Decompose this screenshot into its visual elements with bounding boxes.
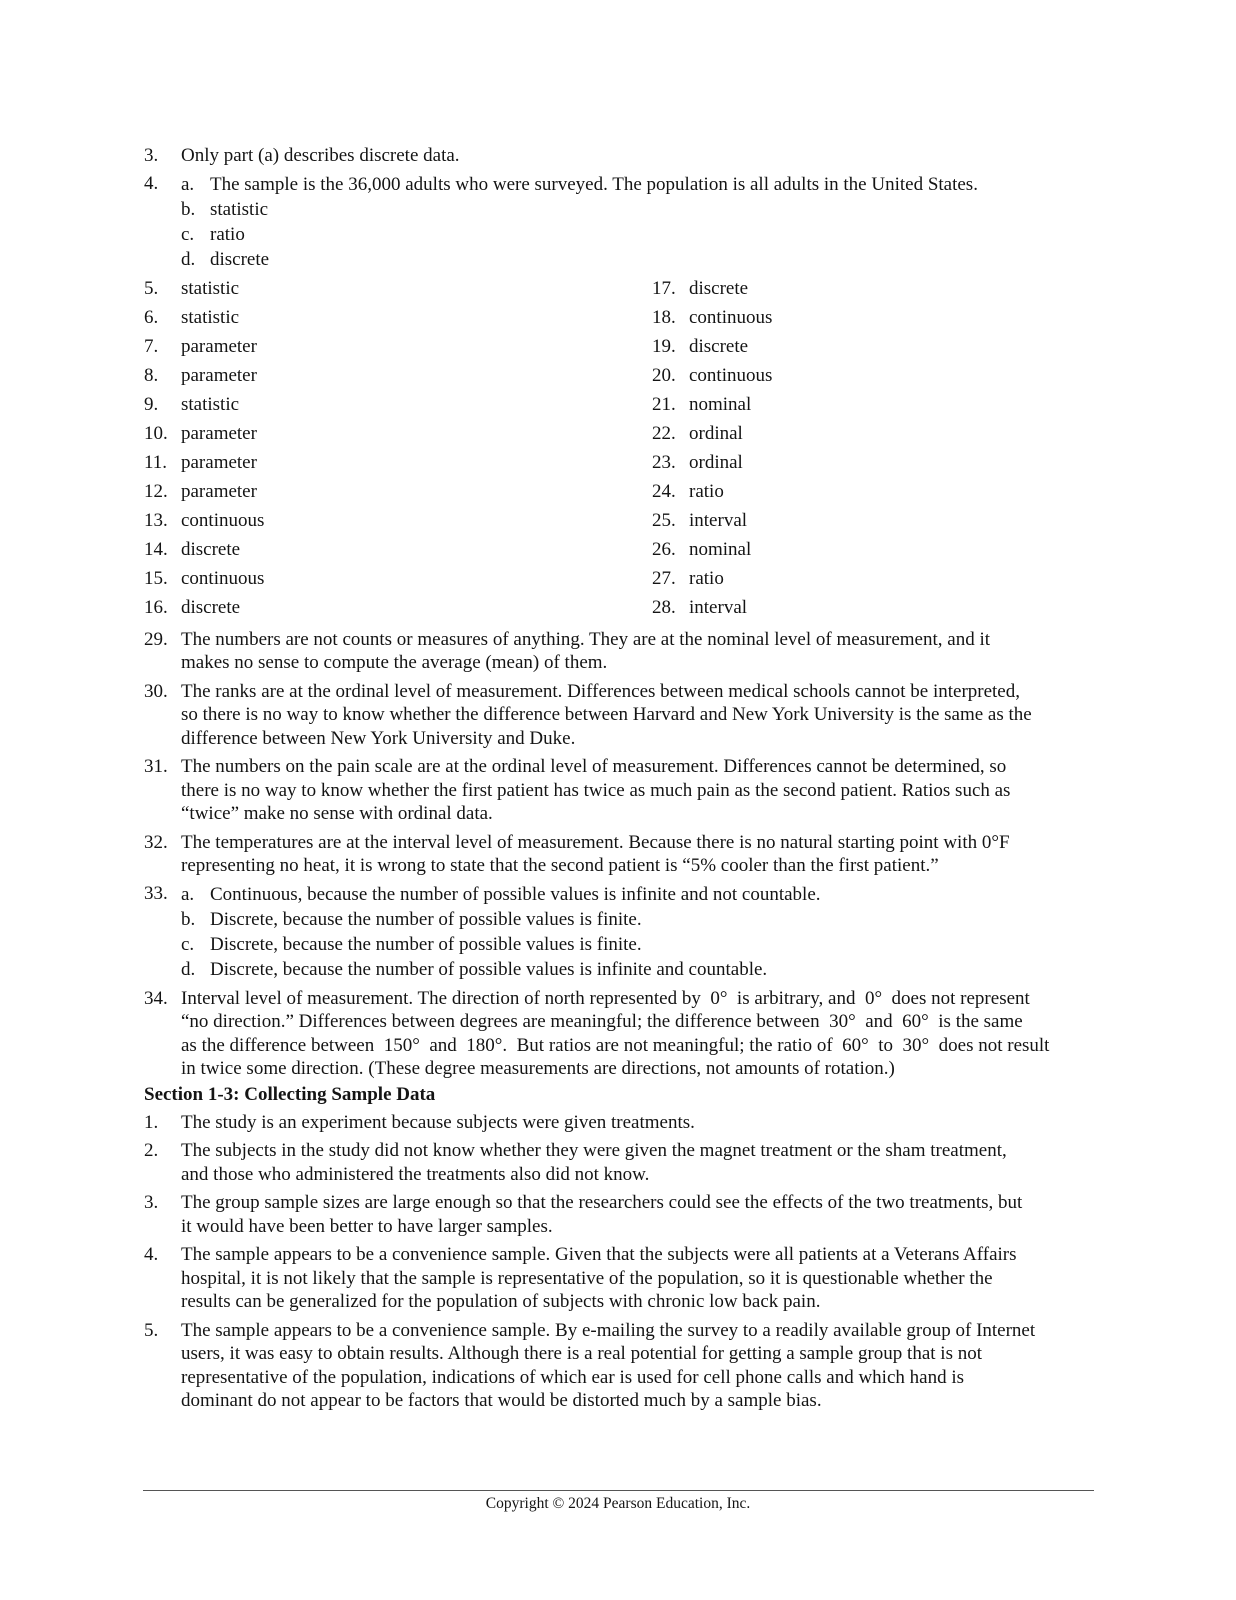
item-number: 29. [144, 628, 168, 650]
item-number: 11. [144, 452, 168, 473]
copyright-footer: Copyright © 2024 Pearson Education, Inc. [485, 1495, 751, 1512]
list-item [144, 594, 652, 623]
text-line: it would have been better to have larger samples. [181, 1215, 553, 1237]
list-item [652, 304, 1092, 333]
text-line: The numbers are not counts or measures of anything. They are at the nominal level of measurement, and it [181, 628, 991, 650]
item-text [181, 987, 1094, 1081]
list-item [144, 362, 652, 391]
item-number: 3. [144, 145, 159, 166]
text-line: users, it was easy to obtain results. Although there is a real potential for getting a sample group that is not [181, 1343, 982, 1364]
item-number: 4. [144, 172, 159, 194]
subpart [181, 932, 1094, 957]
text-line: “no direction.” Differences between degrees are meaningful; the difference between 30° and 60° is the same [181, 1011, 1023, 1032]
item-number: 1. [144, 1111, 159, 1133]
item-number: 13. [144, 510, 168, 531]
item-number: 5. [144, 278, 159, 299]
answer-item [144, 882, 1094, 982]
list-item [144, 565, 652, 594]
list-item [652, 536, 1092, 565]
item-number: 16. [144, 597, 168, 618]
list-item [652, 565, 1092, 594]
subpart-text: statistic [210, 198, 269, 220]
subpart [181, 222, 1094, 247]
item-text: continuous [181, 568, 265, 589]
item-number: 3. [144, 1192, 159, 1213]
footer-divider [143, 1490, 1094, 1491]
subpart-letter: b. [181, 908, 196, 930]
item-number: 2. [144, 1140, 159, 1161]
item-number: 8. [144, 365, 159, 386]
list-item [144, 275, 652, 304]
list-item [652, 391, 1092, 420]
item-text [181, 1139, 1094, 1186]
item-text: interval [689, 510, 748, 531]
subpart-text: Discrete, because the number of possible values is finite. [210, 908, 642, 930]
text-line: representative of the population, indications of which ear is used for cell phone calls and which hand is [181, 1366, 964, 1388]
item-text [181, 1111, 1094, 1135]
subpart-text: Discrete, because the number of possible values is finite. [210, 933, 642, 955]
item-number: 15. [144, 568, 168, 589]
list-item [144, 333, 652, 362]
text-line: The ranks are at the ordinal level of measurement. Differences between medical schools cannot be interpreted, [181, 680, 1020, 702]
answer-item [144, 144, 1094, 168]
item-number: 21. [652, 394, 676, 415]
answer-item [144, 172, 1094, 272]
list-item [144, 536, 652, 565]
item-text: continuous [689, 307, 773, 328]
text-line: and those who administered the treatments also did not know. [181, 1163, 650, 1185]
item-text [181, 628, 1094, 675]
text-line: results can be generalized for the population of subjects with chronic low back pain. [181, 1291, 821, 1312]
item-text [181, 680, 1094, 751]
list-item [652, 420, 1092, 449]
item-number: 12. [144, 481, 168, 502]
item-text [181, 1191, 1094, 1238]
subpart [181, 957, 1094, 982]
subpart [181, 907, 1094, 932]
left-column [144, 275, 652, 623]
subpart [181, 172, 1094, 197]
list-item [652, 362, 1092, 391]
item-number: 26. [652, 539, 676, 560]
list-item [652, 478, 1092, 507]
subpart [181, 197, 1094, 222]
answer-item [144, 628, 1094, 675]
item-text: parameter [181, 336, 257, 357]
item-number: 22. [652, 423, 676, 444]
item-text [181, 755, 1094, 826]
item-text: parameter [181, 423, 257, 444]
list-item [652, 333, 1092, 362]
item-text: continuous [689, 365, 773, 386]
page-content [144, 144, 1094, 1413]
item-number: 6. [144, 307, 159, 328]
list-item [652, 275, 1092, 304]
list-item [652, 449, 1092, 478]
text-line: The sample appears to be a convenience sample. By e-mailing the survey to a readily available group of Internet [181, 1319, 1036, 1341]
list-item [144, 391, 652, 420]
subpart-letter: c. [181, 223, 195, 245]
item-text: discrete [689, 336, 749, 357]
text-line: The group sample sizes are large enough so that the researchers could see the effects of the two treatments, but [181, 1192, 1023, 1213]
item-number: 25. [652, 510, 676, 531]
item-number: 10. [144, 423, 168, 444]
item-number: 19. [652, 336, 676, 357]
list-item [144, 507, 652, 536]
subpart-letter: c. [181, 933, 195, 955]
item-text: Only part (a) describes discrete data. [181, 145, 460, 166]
text-line: The subjects in the study did not know whether they were given the magnet treatment or the sham treatment, [181, 1140, 1007, 1161]
item-number: 32. [144, 831, 168, 853]
text-line: The sample appears to be a convenience sample. Given that the subjects were all patients at a Veterans Affairs [181, 1244, 1017, 1265]
item-number: 30. [144, 680, 168, 702]
item-text [181, 831, 1094, 878]
subpart-text: Continuous, because the number of possible values is infinite and not countable. [210, 883, 821, 905]
item-text: ratio [689, 568, 724, 589]
subpart-text: discrete [210, 248, 270, 270]
item-text: statistic [181, 394, 240, 415]
list-item [144, 478, 652, 507]
text-line: there is no way to know whether the first patient has twice as much pain as the second patient. Ratios such as [181, 779, 1011, 801]
item-text: discrete [181, 539, 241, 560]
item-text: parameter [181, 481, 257, 502]
answer-item [144, 1191, 1094, 1238]
list-item [144, 304, 652, 333]
subpart-letter: d. [181, 248, 196, 270]
item-text: discrete [689, 278, 749, 299]
item-number: 33. [144, 882, 168, 904]
list-item [652, 507, 1092, 536]
subpart-letter: b. [181, 198, 196, 220]
answer-item [144, 680, 1094, 751]
subpart-letter: a. [181, 173, 195, 195]
subpart-letter: d. [181, 958, 196, 980]
subpart-letter: a. [181, 883, 195, 905]
list-item [144, 449, 652, 478]
item-text: ordinal [689, 452, 743, 473]
list-item [652, 594, 1092, 623]
two-column-answers [144, 275, 1094, 623]
subpart [181, 247, 1094, 272]
item-text: statistic [181, 278, 240, 299]
answer-item [144, 987, 1094, 1081]
item-number: 28. [652, 597, 676, 618]
item-text: nominal [689, 394, 752, 415]
item-text: ordinal [689, 423, 743, 444]
text-line: Interval level of measurement. The direction of north represented by 0° is arbitrary, and 0° does not represent [181, 987, 1030, 1009]
text-line: hospital, it is not likely that the sample is representative of the population, so it is questionable whether the [181, 1267, 993, 1289]
answer-item [144, 1111, 1094, 1135]
subpart-text: ratio [210, 223, 245, 245]
text-line: so there is no way to know whether the difference between Harvard and New York University is the same as the [181, 704, 1032, 725]
item-text [181, 1319, 1094, 1413]
item-number: 23. [652, 452, 676, 473]
text-line: The temperatures are at the interval level of measurement. Because there is no natural starting point with 0°F [181, 831, 1010, 853]
item-number: 27. [652, 568, 676, 589]
subpart-text: The sample is the 36,000 adults who were surveyed. The population is all adults in the United States. [210, 173, 978, 195]
text-line: The numbers on the pain scale are at the ordinal level of measurement. Differences cannot be determined, so [181, 756, 1007, 777]
item-text: nominal [689, 539, 752, 560]
item-number: 20. [652, 365, 676, 386]
right-column [652, 275, 1092, 623]
item-text: parameter [181, 452, 257, 473]
answer-item [144, 755, 1094, 826]
text-line: representing no heat, it is wrong to state that the second patient is “5% cooler than the first patient.” [181, 855, 939, 876]
item-number: 18. [652, 307, 676, 328]
item-text: discrete [181, 597, 241, 618]
item-number: 31. [144, 756, 168, 777]
text-line: in twice some direction. (These degree measurements are directions, not amounts of rotation.) [181, 1058, 895, 1079]
item-number: 9. [144, 394, 159, 415]
answer-item [144, 1319, 1094, 1413]
item-subparts [181, 882, 1094, 982]
text-line: “twice” make no sense with ordinal data. [181, 803, 493, 824]
section-heading: Section 1-3: Collecting Sample Data [144, 1083, 436, 1105]
text-line: makes no sense to compute the average (mean) of them. [181, 652, 608, 673]
answer-item [144, 1139, 1094, 1186]
item-number: 7. [144, 336, 159, 357]
item-number: 24. [652, 481, 676, 502]
subpart-text: Discrete, because the number of possible values is infinite and countable. [210, 958, 768, 980]
item-number: 34. [144, 987, 168, 1009]
list-item [144, 420, 652, 449]
item-subparts [181, 172, 1094, 272]
answer-item [144, 1243, 1094, 1314]
text-line: difference between New York University and Duke. [181, 727, 576, 749]
item-text [181, 1243, 1094, 1314]
answer-item [144, 831, 1094, 878]
item-number: 4. [144, 1244, 159, 1265]
text-line: The study is an experiment because subjects were given treatments. [181, 1111, 695, 1133]
item-text: continuous [181, 510, 265, 531]
item-text: ratio [689, 481, 724, 502]
item-text: interval [689, 597, 748, 618]
item-number: 5. [144, 1319, 159, 1341]
item-number: 14. [144, 539, 168, 560]
item-text: parameter [181, 365, 257, 386]
text-line: as the difference between 150° and 180°. But ratios are not meaningful; the ratio of 60° to 30° does not result [181, 1034, 1050, 1056]
item-number: 17. [652, 278, 676, 299]
text-line: dominant do not appear to be factors that would be distorted much by a sample bias. [181, 1390, 822, 1411]
item-text: statistic [181, 307, 240, 328]
subpart [181, 882, 1094, 907]
